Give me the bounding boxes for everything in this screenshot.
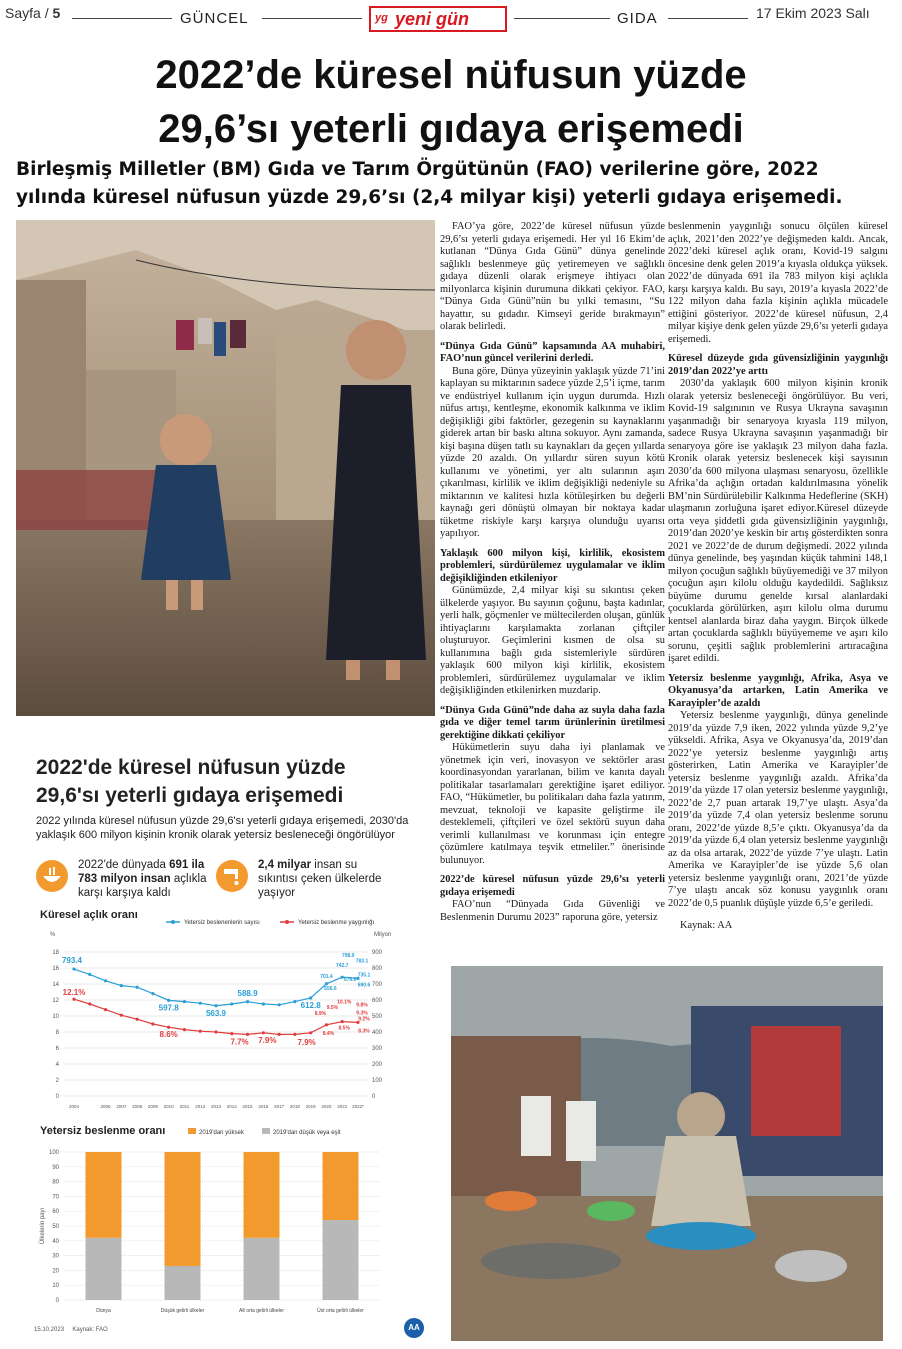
stat-hunger-bold-2: 783 milyon insan (78, 873, 171, 885)
data-point (309, 1031, 312, 1034)
chart-title: Küresel açlık oranı (40, 909, 138, 921)
y-tick-label: 30 (52, 1253, 59, 1260)
data-point (214, 1004, 217, 1007)
subheading: Yaklaşık 600 milyon kişi, kirlilik, ekosistem problemleri, sürdürülemez uygulamalar ve iklim değişikliğinden etkileniyor (440, 547, 665, 584)
article-column-1 (440, 221, 665, 924)
x-tick-label: 2017 (274, 1104, 285, 1109)
logo-mark: yg (375, 12, 388, 24)
x-tick-label: 2018 (289, 1104, 300, 1109)
footer-date: 15.10.2023 (34, 1327, 65, 1333)
y-tick-label: 20 (52, 1268, 59, 1275)
stat-water (258, 858, 381, 900)
children-photo (16, 220, 435, 716)
footer-source: Kaynak: FAO (72, 1327, 108, 1333)
data-point (88, 1002, 91, 1005)
x-tick-label: 2004 (68, 1104, 80, 1109)
y-axis-label: Ülkelerin payı (40, 1207, 46, 1245)
right-tick-label: 500 (372, 1014, 383, 1020)
data-point (136, 986, 139, 989)
data-point (183, 1028, 186, 1031)
legend-label: 2019'dan yüksek (199, 1130, 244, 1136)
x-tick-label: 2015 (242, 1104, 253, 1109)
right-tick-label: 300 (372, 1046, 383, 1052)
woman-washing-photo (451, 966, 883, 1341)
right-tick-label: 100 (372, 1078, 383, 1084)
data-point (88, 973, 91, 976)
category-label: Dünya (96, 1308, 111, 1314)
subheading: Yetersiz beslenme yaygınlığı, Afrika, Asya ve Okyanusya’da artarken, Latin Amerika ve Karayipler’de azaldı (668, 672, 888, 709)
data-label: 7.9% (258, 1035, 277, 1045)
y-tick-label: 50 (52, 1224, 59, 1230)
y-tick-label: 80 (52, 1179, 59, 1186)
data-label: 597.8 (158, 1003, 179, 1013)
data-label: 612.8 (300, 1000, 321, 1010)
issue-date: 17 Ekim 2023 Salı (756, 5, 870, 21)
data-point (230, 1032, 233, 1035)
article-paragraph: Hükümetlerin suyu daha iyi planlamak ve yönetmek için veri, inovasyon ve sektörler arası koordinasyondan yararlanan, bilim ve kanıta dayalı politikalar tasarlamaları gerektiğine işaret ediliyor. FAO, “Hükümetler, bu politikaları daha fazla yatırım, mevzuat, teknoloji ve kapasite geliştirme ile desteklemeli, çiftçileri ve özel sektörü suyun daha verimli kullanılması ve korunması için entegre çözümlere katılmaya teşvik etmeliler.” önerisinde bulunuyor. (440, 742, 665, 866)
data-label: 7.7% (230, 1037, 249, 1047)
section-left: GÜNCEL (180, 10, 249, 27)
article-source: Kaynak: AA (680, 920, 733, 931)
x-tick-label: 2008 (132, 1104, 143, 1109)
left-axis-label: % (50, 932, 56, 938)
data-label: 8.9% (314, 1010, 327, 1017)
y-tick-label: 10 (52, 1283, 59, 1290)
data-point (293, 1033, 296, 1036)
agency-logo: AA (404, 1318, 424, 1338)
subheading: “Dünya Gıda Günü” kapsamında AA muhabiri, FAO’nun güncel verilerini derledi. (440, 340, 665, 364)
page-label-text: Sayfa / (5, 5, 53, 21)
data-point (214, 1030, 217, 1033)
subheading: “Dünya Gıda Günü”nde daha az suyla daha fazla gıda ve diğer temel tarım ürünlerinin üretilmesi gerektiğine dikkati çekiliyor (440, 704, 665, 741)
stat-hunger-text-1: 2022'de dünyada (78, 859, 170, 871)
article-column-2 (668, 221, 888, 933)
legend-label: 2019'dan düşük veya eşit (273, 1130, 341, 1136)
y-tick-label: 100 (48, 1150, 59, 1156)
bar-segment (86, 1152, 122, 1238)
bar-segment (244, 1238, 280, 1300)
stat-hunger-bold-1: 691 ila (169, 859, 205, 871)
y-tick-label: 60 (52, 1209, 59, 1216)
article-paragraph: 2030’da yaklaşık 600 milyon kişinin kronik olarak yetersiz besleneceği öngörülüyor. Bu veri, Kovid-19 salgınının ve Rusya Ukrayna savaşının yaşanmadığı bir senaryoya kıyasla 119 milyon, sadece Rusya Ukrayna savaşının yaşanmadığı bir senaryoya göre ise yaklaşık 23 milyon daha fazla. Kronik olarak yetersiz beslenecek kişi sayısının 2030’da 600 milyona ulaşması senaryosu, özellikle Afrika’da açlığın ortadan kaldırılmasına yönelik BM’nin Sürdürülebilir Kalkınma Hedeflerine (SKH) ulaşmanın zorluğuna işaret ediyor.Küresel düzeyde orta veya şiddetli gıda güvensizliğinin yaygınlığı, 2019’dan 2020’ye keskin bir artış gösterdikten sonra 2021 ve 2022’de de durum değişmedi. 2022 yılında dünya genelinde, beş yaşından küçük tahmini 148,1 milyon çocuğun sağlıklı büyüyemediği ve 37 milyon çocuğun aşırı kilolu olduğu kaydedildi. Sağlıksız büyüme durumu genelde kırsal alanlardaki çocuklarda görülürken, aşırı kilolu olma durumu kentsel alanlarda biraz daha yaygın. Birçok ülkede artan çocuklarda sağlıklı büyüyememe ve aşırı kilo sorunu, çeşitli sağlık problemlerini artıracağına işaret edildi. (668, 378, 888, 664)
y-tick-label: 90 (52, 1164, 59, 1171)
data-label: 8.3% (358, 1028, 370, 1035)
left-tick-label: 12 (52, 998, 59, 1004)
headline (0, 48, 902, 156)
stat-hunger-text-2: açlıkla (170, 873, 207, 885)
data-point (120, 1014, 123, 1017)
data-label: 8.5% (338, 1025, 350, 1032)
undernourishment-bar-chart (30, 1122, 410, 1322)
header-rule-left-2 (262, 18, 362, 19)
data-point (72, 967, 75, 970)
left-tick-label: 0 (55, 1094, 59, 1100)
subheading: Küresel düzeyde gıda güvensizliğinin yaygınlığı 2019’dan 2022’ye arttı (668, 353, 888, 377)
infographic-title (36, 754, 346, 810)
data-point (199, 1030, 202, 1033)
left-tick-label: 16 (52, 966, 59, 972)
left-tick-label: 4 (55, 1062, 59, 1068)
left-tick-label: 18 (52, 950, 59, 956)
data-label: 8.4% (322, 1030, 335, 1037)
x-tick-label: 2006 (100, 1104, 111, 1109)
data-label: 12.1% (62, 988, 86, 998)
data-point (262, 1002, 265, 1005)
data-point (151, 1022, 154, 1025)
data-label: 10.1% (337, 999, 352, 1006)
data-point (136, 1018, 139, 1021)
left-tick-label: 2 (55, 1078, 59, 1084)
data-point (246, 1000, 249, 1003)
stat-water-text-1: insan su (311, 859, 358, 871)
infographic-subtitle-line-2: yaklaşık 600 milyon kişinin kronik olarak yetersiz besleneceği öngörülüyor (36, 829, 395, 841)
stat-water-bold-1: 2,4 milyar (258, 859, 312, 871)
data-point (167, 1026, 170, 1029)
legend-marker (285, 920, 289, 924)
headline-line-1: 2022’de küresel nüfusun yüzde (155, 53, 747, 97)
x-tick-label: 2012 (195, 1104, 206, 1109)
left-tick-label: 6 (55, 1046, 59, 1052)
data-label: 8.6% (159, 1030, 178, 1040)
legend-swatch (262, 1128, 270, 1134)
stat-water-text-2: sıkıntısı çeken ülkelerde (258, 873, 382, 885)
y-tick-label: 70 (52, 1194, 59, 1201)
x-tick-label: 2007 (116, 1104, 127, 1109)
x-tick-label: 2009 (147, 1104, 158, 1109)
page-number: 5 (52, 5, 61, 21)
infographic (0, 722, 438, 1349)
chart-title: Yetersiz beslenme oranı (40, 1125, 166, 1137)
bar-segment (244, 1152, 280, 1238)
data-point (262, 1031, 265, 1034)
data-point (151, 992, 154, 995)
data-point (120, 984, 123, 987)
data-point (278, 1033, 281, 1036)
data-label: 563.9 (205, 1008, 227, 1018)
x-tick-label: 2019 (305, 1104, 316, 1109)
right-tick-label: 900 (372, 950, 383, 956)
headline-line-2: 29,6’sı yeterli gıdaya erişemedi (158, 107, 744, 151)
data-point (293, 1000, 296, 1003)
left-tick-label: 8 (55, 1030, 59, 1036)
data-label: 7.9% (297, 1037, 316, 1047)
data-point (167, 999, 170, 1002)
stat-hunger (78, 858, 206, 900)
data-point (104, 1008, 107, 1011)
article-paragraph: FAO’nun “Dünyada Gıda Güvenliği ve Beslenmenin Durumu 2023” raporuna göre, yetersiz (440, 899, 665, 923)
data-label: 793.4 (61, 956, 83, 966)
logo-text: yeni gün (395, 9, 470, 29)
article-paragraph: FAO’ya göre, 2022’de küresel nüfusun yüzde 29,6’sı yeterli gıdaya erişemedi. Her yıl 16 Ekim’de kutlanan “Dünya Gıda Günü” dünya genelinde sağlıklı beslenmeye güç yetiremeyen ve sağlıklı gıdaya düzenli olarak erişmeye ihtiyacı olan milyonlarca kişinin durumuna dikkati çekiyor. FAO, “Dünya Gıda Günü”nün bu yılki temasını, “Su hayattır, su gıdadır. Kimseyi geride bırakmayın” olarak belirledi. (440, 221, 665, 332)
page-label (5, 5, 60, 21)
lead-paragraph: Birleşmiş Milletler (BM) Gıda ve Tarım Örgütünün (FAO) verilerine göre, 2022 yılında küresel nüfusun yüzde 29,6’sı (2,4 milyar kişi) yeterli gıdaya erişemedi. (16, 159, 843, 208)
data-label: 9.5% (326, 1004, 339, 1011)
data-label: 9.3% (356, 1010, 368, 1017)
infographic-footer (34, 1327, 108, 1333)
bar-segment (165, 1266, 201, 1300)
data-label: 690.6 (357, 982, 371, 989)
data-point (325, 1023, 328, 1026)
x-tick-label: 2016 (258, 1104, 269, 1109)
data-label: 656.6 (324, 985, 337, 992)
data-point (246, 1033, 249, 1036)
x-tick-label: 2014 (226, 1104, 237, 1109)
x-tick-label: 2013 (210, 1104, 222, 1109)
stat-hunger-text-3: karşı karşıya kaldı (78, 887, 171, 899)
legend-label: Yetersiz beslenme yaygınlığı (298, 920, 375, 926)
data-label: 9.8% (356, 1002, 368, 1009)
data-label: 735.1 (357, 972, 371, 979)
water-tap-icon (216, 860, 248, 892)
x-tick-label: 2021 (337, 1104, 348, 1109)
article-paragraph: beslenmenin yaygınlığı sonucu ölçülen küresel açlık, 2021’den 2022’ye değişmeden kaldı. Ancak, 2022’deki küresel açlık oranı, Kovid-19 salgını öncesine denk gelen 2019’a kıyasla oldukça yüksek. 2022’de dünyada 691 ila 783 milyon kişi açlıkla karşı karşıya kaldı. Bu sayı, 2019’a kıyasla 2022’de 122 milyon daha fazla kişinin açlıkla mücadele ettiğini gösteriyor. 2022’de küresel nüfusun, 2,4 milyar kişiye denk gelen yüzde 29,6’sı yeterli gıdaya erişemedi. (668, 221, 888, 345)
y-tick-label: 0 (55, 1298, 59, 1304)
x-tick-label: 2010 (163, 1104, 174, 1109)
category-label: Üst orta gelirli ülkeler (317, 1308, 364, 1314)
bar-segment (323, 1152, 359, 1220)
x-tick-label: 2022* (352, 1104, 364, 1109)
category-label: Düşük gelirli ülkeler (160, 1308, 205, 1314)
bar-segment (86, 1238, 122, 1300)
data-label: 701.4 (320, 973, 333, 980)
article-paragraph: Günümüzde, 2,4 milyar kişi su sıkıntısı çeken ülkelerde yaşıyor. Bu sayının çoğunu, başta kadınlar, yerli halk, göçmenler ve mültecilerden oluşan, günlük ihtiyaçlarını karşılamakta zorlanan çiftçiler oluşturuyor. Geçimlerini kısmen de olsa su kullanımına bağlı gıda sistemleriyle sürdüren yaklaşık 600 milyon kişi kirlilik, ekosistem problemleri, sürdürülemez uygulamalar ve iklim değişikliğinden etkilenirken muzdarip. (440, 585, 665, 696)
food-bowl-icon (36, 860, 68, 892)
hunger-line-chart (30, 904, 410, 1114)
data-label: 676.6 (343, 977, 357, 984)
stat-water-text-3: yaşıyor (258, 887, 296, 899)
infographic-subtitle (36, 814, 408, 842)
left-tick-label: 10 (52, 1014, 59, 1020)
data-point (199, 1002, 202, 1005)
article-paragraph: Yetersiz beslenme yaygınlığı, dünya genelinde 2019’da yüzde 7,9 iken, 2022 yılında yüzde 9,2’ye yükseldi. Afrika, Asya ve Okyanusya’da, 2019’dan 2022’ye yetersiz beslenme yaygınlığı artış gösterirken, Latin Amerika ve Karayipler’de yetersiz beslenme yaygınlığı azaldı. Afrika’da 2019’da yüzde 17 olan yetersiz beslenme yaygınlığı, 2022’de 2,7 puan artarak 19,7’ye ulaştı. Asya’da 2019’da yüzde 7,4 olan yetersiz beslenme sorunu oranı, 2022’de yüzde 8,5’e çıktı. Okyanusya’da da 2019’da yüzde 6,4 olan yetersiz beslenme yaygınlığı az da olsa artarak, 2022’de yüzde 7’ye ulaştı. Latin Amerika ve Karayipler’de ise yüzde 5,6 olan yetersiz beslenme yaygınlığı oranı, 2021’de yüzde 7’ye ulaştı ancak söz konusu yaygınlık oranı 2022’de 0,5 puanlık düşüşle yüzde 6,5’e geriledi. (668, 710, 888, 909)
data-label: 742.7 (335, 963, 349, 970)
header-rule-right-2 (668, 18, 748, 19)
bar-segment (323, 1220, 359, 1300)
data-point (230, 1002, 233, 1005)
right-tick-label: 600 (372, 998, 383, 1004)
data-point (72, 998, 75, 1001)
x-tick-label: 2011 (179, 1104, 190, 1109)
right-axis-label: Milyon (374, 932, 392, 938)
infographic-title-line-1: 2022'de küresel nüfusun yüzde (36, 756, 346, 779)
infographic-title-line-2: 29,6'sı yeterli gıdaya erişemedi (36, 784, 344, 807)
subheading: 2022’de küresel nüfusun yüzde 29,6’sı yeterli gıdaya erişemedi (440, 874, 665, 898)
data-point (104, 979, 107, 982)
category-label: Alt orta gelirli ülkeler (238, 1308, 285, 1314)
section-right: GIDA (617, 10, 658, 27)
data-label: 783.1 (355, 958, 369, 965)
right-tick-label: 0 (372, 1094, 376, 1100)
data-point (183, 1000, 186, 1003)
data-point (341, 1020, 344, 1023)
y-tick-label: 40 (52, 1238, 59, 1245)
data-point (278, 1003, 281, 1006)
header-rule-right-1 (514, 18, 610, 19)
right-tick-label: 700 (372, 982, 383, 988)
legend-swatch (188, 1128, 196, 1134)
x-tick-label: 2020 (321, 1104, 332, 1109)
header-rule-left-1 (72, 18, 172, 19)
infographic-subtitle-line-1: 2022 yılında küresel nüfusun yüzde 29,6'sı yeterli gıdaya erişemedi, 2030'da (36, 815, 409, 827)
legend-marker (171, 920, 175, 924)
data-point (309, 996, 312, 999)
data-label: 9.2% (358, 1016, 370, 1023)
article-paragraph: Buna göre, Dünya yüzeyinin yaklaşık yüzde 71’ini kaplayan su miktarının sadece yüzde 2,5’i içme, tarım ve endüstriyel kullanım için uygun durumda. Hızlı nüfus artışı, kentleşme, ekonomik kalkınma ve iklim değişikliği gibi faktörler, gezegenin su kaynaklarını giderek artan bir baskı altına sokuyor. Aynı zamanda, kişi başına düşen tatlı su kaynakları da geçen yıllarda yüzde 20 azaldı. On yıllardır süren suyun kötü kullanımı ve yönetimi, yer altı sularının aşırı çıkarılması, kirlilik ve iklim değişikliği nedeniyle su miktarının ve kalitesi hızla kötüleşirken bu değerli kaynağı geri dönüştü olmayan bir noktaya kadar tüketme riskiyle karşı karşıya olunduğu uyarısı yapılıyor. (440, 365, 665, 539)
left-tick-label: 14 (52, 982, 59, 988)
legend-label: Yetersiz beslenenlerin sayısı (184, 920, 260, 926)
data-label: 798.9 (341, 953, 355, 960)
bar-segment (165, 1152, 201, 1266)
data-label: 588.9 (237, 988, 258, 998)
right-tick-label: 800 (372, 966, 383, 972)
right-tick-label: 400 (372, 1030, 383, 1036)
newspaper-logo[interactable] (369, 6, 507, 32)
right-tick-label: 200 (372, 1062, 383, 1068)
